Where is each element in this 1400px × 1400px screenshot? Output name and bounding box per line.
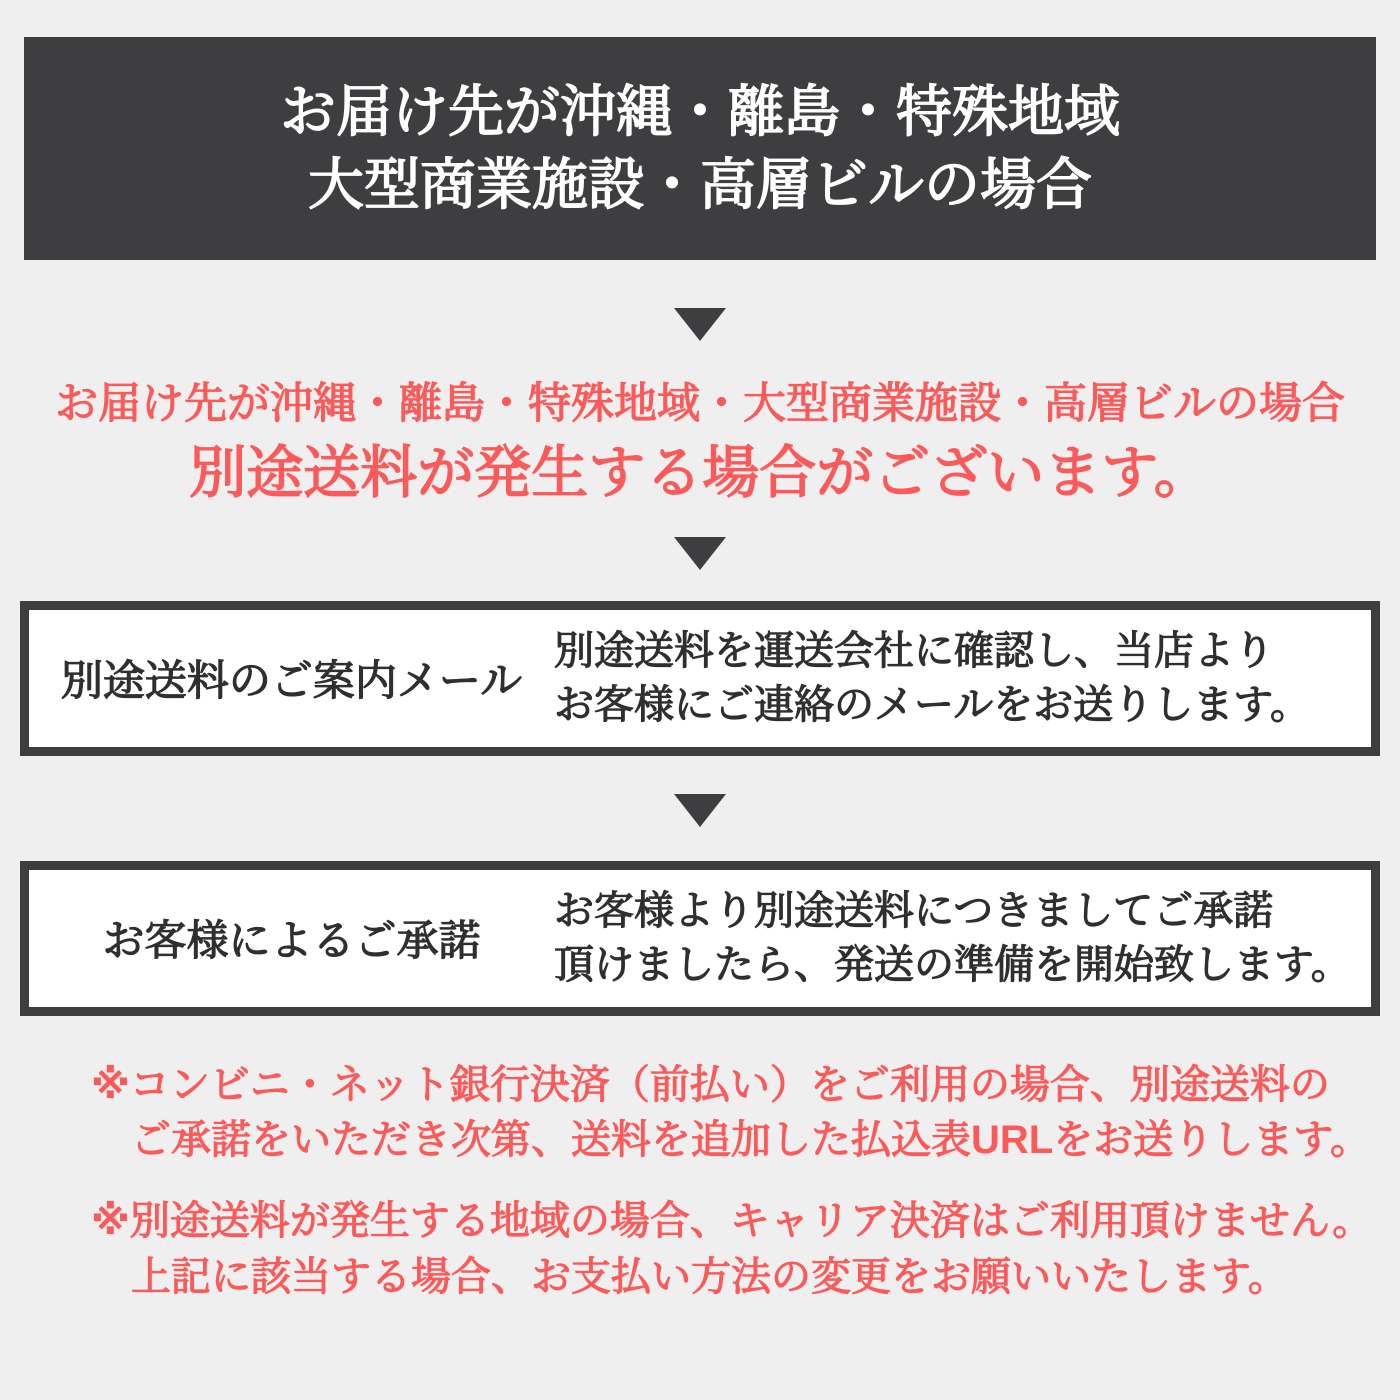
step-description <box>554 884 1371 992</box>
footnotes <box>0 1058 1400 1305</box>
step-box-customer-approval <box>20 861 1380 1016</box>
step-description-line2: 頂けましたら、発送の準備を開始致します。 <box>554 943 1351 988</box>
header-title-line2: 大型商業施設・高層ビルの場合 <box>308 152 1092 216</box>
step-label: 別途送料のご案内メール <box>60 657 523 705</box>
step-description-line1: お客様より別途送料につきましてご承諾 <box>554 889 1274 934</box>
note-carrier-payment <box>0 1194 1400 1304</box>
step-label: お客様によるご承諾 <box>102 917 481 965</box>
down-arrow-icon <box>674 794 726 827</box>
down-arrow-icon <box>674 537 726 570</box>
step-box-shipping-fee-email <box>20 601 1380 756</box>
header-banner <box>24 37 1376 260</box>
note-prepayment <box>0 1058 1400 1168</box>
header-title-line1: お届け先が沖縄・離島・特殊地域 <box>280 79 1120 143</box>
highlight-main-text: 別途送料が発生する場合がございます。 <box>189 441 1211 506</box>
highlight-condition-text: お届け先が沖縄・離島・特殊地域・大型商業施設・高層ビルの場合 <box>55 380 1345 428</box>
extra-shipping-highlight <box>0 381 1400 505</box>
down-arrow-icon <box>674 308 726 341</box>
note-line1: ※コンビニ・ネット銀行決済（前払い）をご利用の場合、別途送料の <box>91 1062 1330 1107</box>
step-description <box>554 624 1371 732</box>
note-line2: ご承諾をいただき次第、送料を追加した払込表URLをお送りします。 <box>131 1118 1371 1163</box>
note-line2: 上記に該当する場合、お支払い方法の変更をお願いいたします。 <box>131 1254 1288 1299</box>
note-line1: ※別途送料が発生する地域の場合、キャリア決済はご利用頂けません。 <box>91 1199 1373 1244</box>
step-description-line2: お客様にご連絡のメールをお送りします。 <box>554 683 1310 728</box>
step-description-line1: 別途送料を運送会社に確認し、当店より <box>554 629 1274 674</box>
